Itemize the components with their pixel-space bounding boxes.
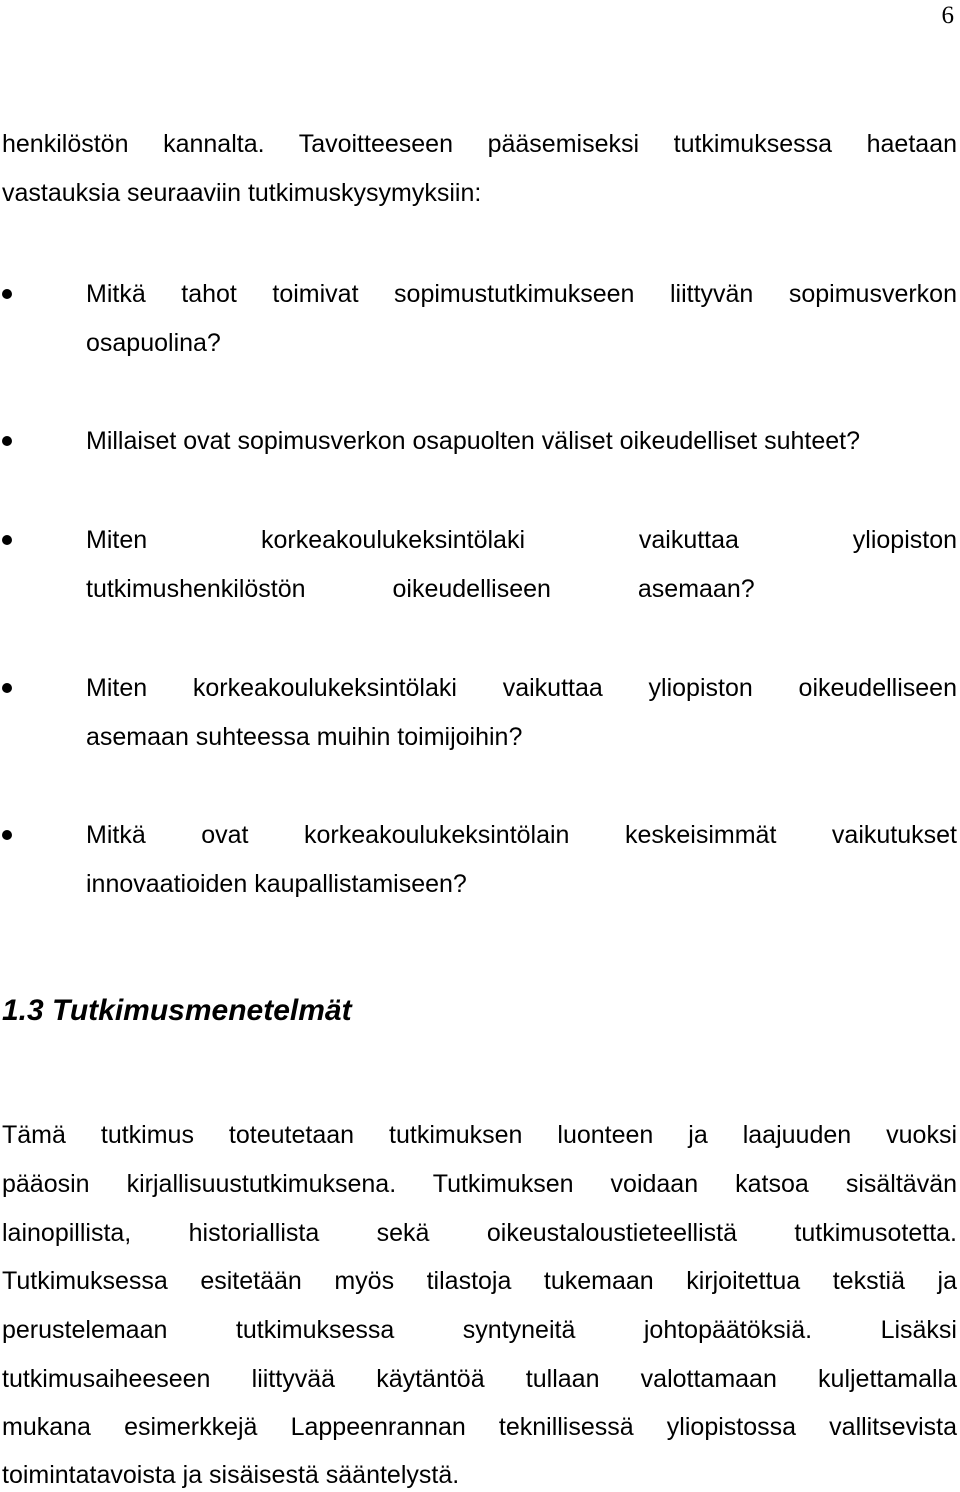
question-item-2 xyxy=(2,426,957,475)
bullet-icon xyxy=(2,683,12,693)
question-4-line-2: asemaan suhteessa muihin toimijoihin? xyxy=(86,723,523,751)
intro-line-2: vastauksia seuraaviin tutkimuskysymyksiin: xyxy=(2,179,482,207)
section-paragraph-line-1: Tämä tutkimus toteutetaan tutkimuksen luonteen ja laajuuden vuoksi xyxy=(2,1121,957,1149)
intro-line-1: henkilöstön kannalta. Tavoitteeseen pääsemiseksi tutkimuksessa haetaan xyxy=(2,130,957,158)
question-5-line-2: innovaatioiden kaupallistamiseen? xyxy=(86,870,467,898)
question-1-line-2: osapuolina? xyxy=(86,329,221,357)
section-paragraph-line-6: tutkimusaiheeseen liittyvää käytäntöä tullaan valottamaan kuljettamalla xyxy=(2,1365,957,1393)
section-paragraph-line-7: mukana esimerkkejä Lappeenrannan teknillisessä yliopistossa vallitsevista xyxy=(2,1413,957,1441)
question-item-5 xyxy=(2,820,957,918)
question-item-3 xyxy=(2,525,957,623)
bullet-icon xyxy=(2,289,12,299)
section-paragraph-line-5: perustelemaan tutkimuksessa syntyneitä johtopäätöksiä. Lisäksi xyxy=(2,1316,957,1344)
question-1-line-1: Mitkä tahot toimivat sopimustutkimukseen liittyvän sopimusverkon xyxy=(86,280,957,308)
bullet-icon xyxy=(2,535,12,545)
section-paragraph-line-8: toimintatavoista ja sisäisestä sääntelystä. xyxy=(2,1461,460,1489)
section-paragraph-line-4: Tutkimuksessa esitetään myös tilastoja tukemaan kirjoitettua tekstiä ja xyxy=(2,1267,957,1295)
question-5-line-1: Mitkä ovat korkeakoulukeksintölain keskeisimmät vaikutukset xyxy=(86,821,957,849)
page-number: 6 xyxy=(941,2,954,29)
question-item-4 xyxy=(2,673,957,771)
question-3-line-2: tutkimushenkilöstön oikeudelliseen asemaan? xyxy=(86,575,755,603)
question-4-line-1: Miten korkeakoulukeksintölaki vaikuttaa yliopiston oikeudelliseen xyxy=(86,674,957,702)
question-2-line-1: Millaiset ovat sopimusverkon osapuolten väliset oikeudelliset suhteet? xyxy=(86,427,861,455)
question-3-line-1: Miten korkeakoulukeksintölaki vaikuttaa yliopiston xyxy=(86,526,957,554)
section-paragraph-line-3: lainopillista, historiallista sekä oikeustaloustieteellistä tutkimusotetta. xyxy=(2,1219,957,1247)
section-heading: 1.3 Tutkimusmenetelmät xyxy=(2,994,352,1027)
question-item-1 xyxy=(2,279,957,377)
bullet-icon xyxy=(2,436,12,446)
bullet-icon xyxy=(2,830,12,840)
section-paragraph-line-2: pääosin kirjallisuustutkimuksena. Tutkimuksen voidaan katsoa sisältävän xyxy=(2,1170,957,1198)
